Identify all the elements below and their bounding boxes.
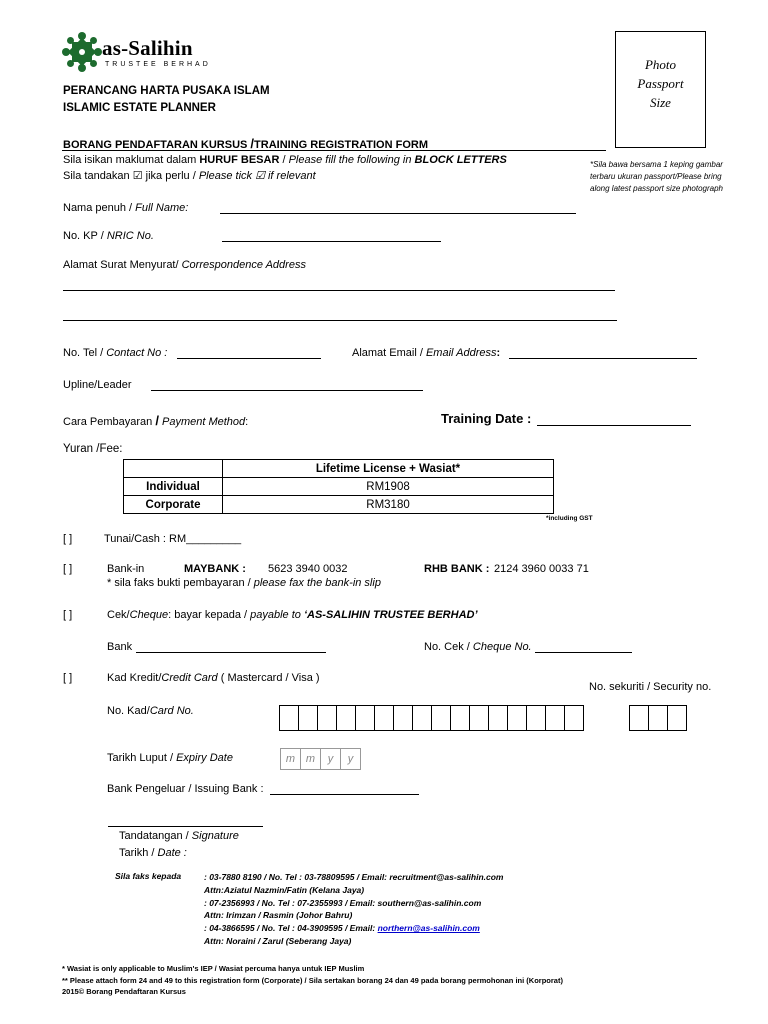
fee-type-individual: Individual <box>124 478 223 496</box>
security-digit-box[interactable] <box>629 705 649 731</box>
instruction-1d: Please fill the following in <box>288 154 415 166</box>
expiry-en: Expiry Date <box>176 752 233 764</box>
fax-line-4: Attn: Irimzan / Rasmin (Johor Bahru) <box>204 910 353 921</box>
address-field-1[interactable] <box>63 290 615 291</box>
brand-name: as-Salihin <box>102 36 193 60</box>
cheque-payee: ‘AS-SALIHIN TRUSTEE BERHAD’ <box>303 609 478 621</box>
card-no-en: Card No. <box>149 705 194 717</box>
upline-field[interactable] <box>151 390 423 391</box>
fee-table-header: Lifetime License + Wasiat* <box>223 460 554 478</box>
cheque-no-field[interactable] <box>535 652 632 653</box>
photo-note-1: *Sila bawa bersama 1 keping gambar <box>590 160 723 169</box>
instruction-line-2 <box>63 169 316 182</box>
cheque-no-ms: No. Cek / <box>424 641 473 653</box>
card-digit-box[interactable] <box>317 705 337 731</box>
payment-en: Payment Method <box>158 416 246 428</box>
card-digit-box[interactable] <box>298 705 318 731</box>
card-digit-box[interactable] <box>393 705 413 731</box>
fax-line-5-text: : 04-3866595 / No. Tel : 04-3909595 / Email: <box>204 923 378 934</box>
fee-table-header-row <box>124 460 554 478</box>
photo-box[interactable] <box>615 31 706 148</box>
fee-label: Yuran /Fee: <box>63 443 123 455</box>
cheque-label <box>107 609 478 621</box>
signature-label <box>119 830 239 842</box>
form-title <box>63 136 428 151</box>
nric-en: NRIC No. <box>106 230 154 242</box>
fax-contacts <box>204 871 503 948</box>
instruction-1c: / <box>279 154 289 166</box>
cheque-c: : bayar kepada / <box>168 609 251 621</box>
address-field-2[interactable] <box>63 320 617 321</box>
full-name-ms: Nama penuh / <box>63 202 136 214</box>
security-label: No. sekuriti / Security no. <box>589 681 712 693</box>
security-digit-box[interactable] <box>667 705 687 731</box>
bankin-label: Bank-in <box>107 563 145 575</box>
address-en: Correspondence Address <box>181 259 306 271</box>
card-digit-box[interactable] <box>355 705 375 731</box>
card-no-label <box>107 705 194 717</box>
instruction-line-1 <box>63 154 507 166</box>
card-digit-box[interactable] <box>412 705 432 731</box>
northern-email-link[interactable]: northern@as-salihin.com <box>377 923 480 934</box>
card-a: Kad Kredit/ <box>107 672 162 684</box>
instruction-1a: Sila isikan maklumat dalam <box>63 154 200 166</box>
email-field[interactable] <box>509 358 697 359</box>
form-title-ms: BORANG PENDAFTARAN KURSUS <box>63 139 248 151</box>
expiry-ms: Tarikh Luput / <box>107 752 177 764</box>
tel-label <box>63 347 167 359</box>
photo-label-1: Photo <box>644 57 677 72</box>
instruction-2a: Sila tandakan ☑ jika perlu / <box>63 170 199 182</box>
bankin-note-ms: * sila faks bukti pembayaran / <box>107 577 254 589</box>
fax-line-3: : 07-2356993 / No. Tel : 07-2355993 / Email: southern@as-salihin.com <box>204 897 482 908</box>
table-row <box>124 478 554 496</box>
fee-table-corner <box>124 460 223 478</box>
fax-line-1: : 03-7880 8190 / No. Tel : 03-78809595 / Email: recruitment@as-salihin.com <box>204 872 504 882</box>
bank-label: Bank <box>107 641 133 653</box>
cheque-no-en: Cheque No. <box>472 641 532 653</box>
card-number-boxes[interactable] <box>280 705 584 731</box>
upline-label: Upline/Leader <box>63 379 132 391</box>
card-label <box>107 672 320 684</box>
signature-ms: Tandatangan / <box>119 830 192 842</box>
card-checkbox[interactable]: [ ] <box>63 672 73 684</box>
bankin-checkbox[interactable]: [ ] <box>63 563 73 575</box>
expiry-month-box[interactable]: m <box>300 748 321 770</box>
fee-price-individual: RM1908 <box>223 478 554 496</box>
photo-note-2: terbaru ukuran passport/Please bring <box>590 172 722 181</box>
fee-price-corporate: RM3180 <box>223 496 554 514</box>
photo-label-3: Size <box>650 95 671 110</box>
fee-type-corporate: Corporate <box>124 496 223 514</box>
brand-logo <box>62 32 102 72</box>
fee-table <box>123 459 554 514</box>
email-colon: : <box>496 347 501 359</box>
fax-label: Sila faks kepada <box>115 871 182 881</box>
training-date-field[interactable] <box>537 425 691 426</box>
bankin-note <box>107 577 381 589</box>
card-digit-box[interactable] <box>469 705 489 731</box>
brand-subtitle: TRUSTEE BERHAD <box>105 61 211 68</box>
cheque-no-label <box>424 641 532 653</box>
photo-note-3: along latest passport size photograph <box>590 184 723 193</box>
cheque-a: Cek/ <box>107 609 130 621</box>
issuing-bank-field[interactable] <box>270 794 419 795</box>
expiry-year-box[interactable]: y <box>320 748 341 770</box>
title-malay: PERANCANG HARTA PUSAKA ISLAM <box>63 85 270 97</box>
cash-label: Tunai/Cash : RM_________ <box>104 533 242 545</box>
expiry-label <box>107 752 233 764</box>
fax-line-5 <box>204 922 503 935</box>
security-boxes[interactable] <box>630 705 687 731</box>
full-name-field[interactable] <box>220 213 576 214</box>
card-digit-box[interactable] <box>488 705 508 731</box>
instruction-2b: Please tick ☑ if relevant <box>198 170 316 182</box>
date-en: Date : <box>157 847 187 859</box>
fax-line-2: Attn:Aziatul Nazmin/Fatin (Kelana Jaya) <box>204 884 365 895</box>
instruction-1e: BLOCK LETTERS <box>414 154 507 166</box>
card-digit-box[interactable] <box>279 705 299 731</box>
card-digit-box[interactable] <box>431 705 451 731</box>
address-ms: Alamat Surat Menyurat/ <box>63 259 182 271</box>
card-digit-box[interactable] <box>336 705 356 731</box>
photo-note <box>590 159 723 195</box>
form-title-en: TRAINING REGISTRATION FORM <box>254 139 429 151</box>
footnote-3: 2015© Borang Pendaftaran Kursus <box>62 987 186 996</box>
tel-ms: No. Tel / <box>63 347 107 359</box>
expiry-month-box[interactable]: m <box>280 748 301 770</box>
cheque-d: payable to <box>250 609 304 621</box>
card-digit-box[interactable] <box>450 705 470 731</box>
training-date-label: Training Date : <box>441 411 532 426</box>
maybank-label: MAYBANK : <box>184 563 246 575</box>
title-english: ISLAMIC ESTATE PLANNER <box>63 102 216 114</box>
bankin-note-en: please fax the bank-in slip <box>253 577 381 589</box>
cash-checkbox[interactable]: [ ] <box>63 533 73 545</box>
tel-field[interactable] <box>177 358 321 359</box>
title-rule <box>62 150 606 151</box>
card-digit-box[interactable] <box>545 705 565 731</box>
email-label <box>352 347 500 359</box>
photo-label-2: Passport <box>637 76 684 91</box>
payment-colon: : <box>245 416 249 428</box>
signature-en: Signature <box>191 830 239 842</box>
footnotes <box>62 963 563 998</box>
bank-field[interactable] <box>136 652 326 653</box>
expiry-year-box[interactable]: y <box>340 748 361 770</box>
card-digit-box[interactable] <box>564 705 584 731</box>
footnote-1: * Wasiat is only applicable to Muslim's IEP / Wasiat percuma hanya untuk IEP Muslim <box>62 964 365 973</box>
nric-field[interactable] <box>222 241 441 242</box>
cheque-b: Cheque <box>129 609 169 621</box>
date-label <box>119 847 187 859</box>
instruction-1b: HURUF BESAR <box>199 154 280 166</box>
signature-field[interactable] <box>108 826 263 827</box>
date-ms: Tarikh / <box>119 847 158 859</box>
card-c: ( Mastercard / Visa ) <box>217 672 320 684</box>
card-digit-box[interactable] <box>374 705 394 731</box>
card-digit-box[interactable] <box>507 705 527 731</box>
fax-line-6: Attn: Noraini / Zarul (Seberang Jaya) <box>204 935 352 946</box>
payment-method-label <box>63 413 248 428</box>
table-row <box>124 496 554 514</box>
payment-ms: Cara Pembayaran <box>63 416 156 428</box>
rhb-account: 2124 3960 0033 71 <box>494 563 589 575</box>
payment-slash: / <box>155 413 159 428</box>
full-name-en: Full Name: <box>135 202 189 214</box>
logo-star-icon <box>62 32 102 72</box>
card-no-ms: No. Kad/ <box>107 705 150 717</box>
nric-ms: No. KP / <box>63 230 107 242</box>
address-label <box>63 259 306 271</box>
email-en: Email Address <box>425 347 497 359</box>
rhb-label: RHB BANK : <box>424 563 490 575</box>
footnote-2: ** Please attach form 24 and 49 to this registration form (Corporate) / Sila sertakan borang 24 dan 49 pada borang permohonan ini (Korporat) <box>62 975 563 985</box>
gst-note: *including GST <box>546 515 593 522</box>
full-name-label <box>63 202 188 214</box>
issuing-bank-label: Bank Pengeluar / Issuing Bank : <box>107 783 264 795</box>
tel-en: Contact No : <box>106 347 168 359</box>
cheque-checkbox[interactable]: [ ] <box>63 609 73 621</box>
expiry-boxes[interactable] <box>281 748 361 770</box>
card-b: Credit Card <box>161 672 218 684</box>
nric-label <box>63 230 154 242</box>
security-digit-box[interactable] <box>648 705 668 731</box>
form-title-sep: / <box>250 136 255 151</box>
email-ms: Alamat Email / <box>352 347 426 359</box>
card-digit-box[interactable] <box>526 705 546 731</box>
maybank-account: 5623 3940 0032 <box>268 563 348 575</box>
